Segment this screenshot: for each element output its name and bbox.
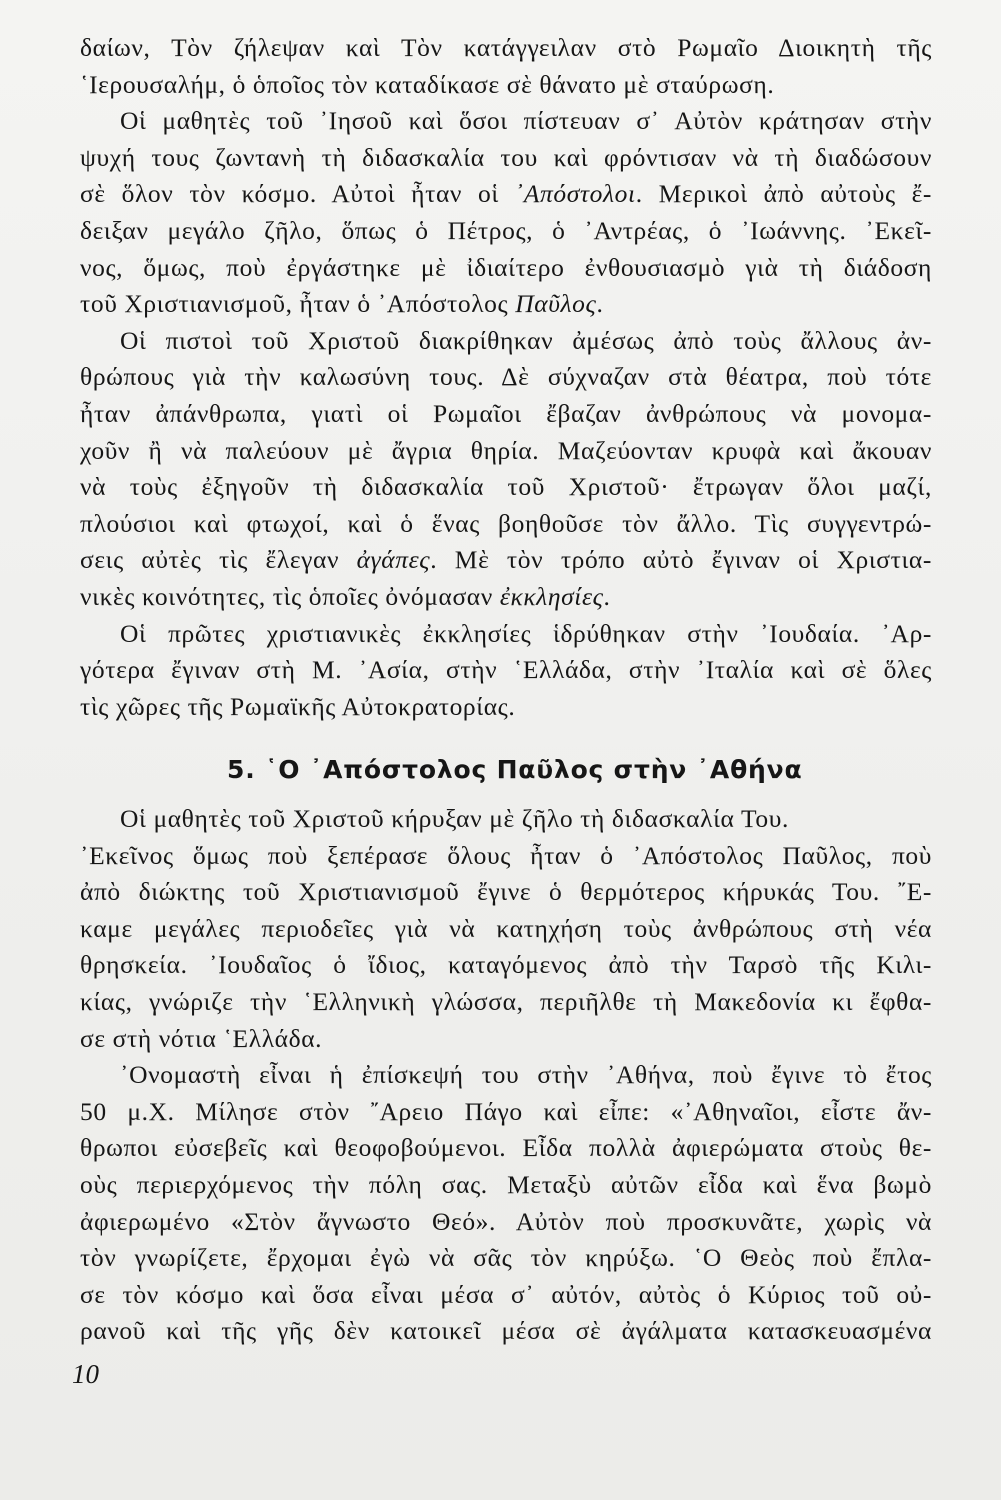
text-line: Οἱ μαθητὲς τοῦ Χριστοῦ κήρυξαν μὲ ζῆλο τὴ διδασκαλία Του. [120,804,789,833]
italic-term-churches: ἐκκλησίες [499,581,604,611]
bottom-text-block [80,801,932,1350]
text-line: χοῦν ἢ νὰ παλεύουν μὲ ἄγρια θηρία. Μαζεύονταν κρυφὰ καὶ ἄκουαν [80,435,932,465]
text-fragment: νικὲς κοινότητες, τὶς ὁποῖες ὀνόμασαν [80,581,500,611]
text-line: κίας, γνώριζε τὴν ῾Ελληνικὴ γλώσσα, περιῆλθε τὴ Μακεδονία κι ἔφθα- [80,986,932,1016]
text-line: ῾Ιερουσαλήμ, ὁ ὁποῖος τὸν καταδίκασε σὲ θάνατο μὲ σταύρωση. [80,69,775,99]
text-line: γότερα ἔγιναν στὴ Μ. ᾿Ασία, στὴν ῾Ελλάδα, στὴν ᾿Ιταλία καὶ σὲ ὅλες [80,655,932,685]
text-line: Οἱ πρῶτες χριστιανικὲς ἐκκλησίες ἱδρύθηκαν στὴν ᾿Ιουδαία. ᾿Αρ- [120,618,932,648]
text-fragment: σεις αὐτὲς τὶς ἔλεγαν [80,545,357,575]
text-line: νος, ὅμως, ποὺ ἐργάστηκε μὲ ἰδιαίτερο ἐνθουσιασμὸ γιὰ τὴ διάδοση [80,252,932,282]
text-fragment: . [603,581,611,611]
paragraph [80,616,932,726]
italic-term-apostles: ᾿Απόστολοι [514,179,636,209]
italic-term-agapes: ἀγάπες [356,545,431,575]
paragraph [80,103,932,323]
italic-term-paul: Παῦλος [515,289,597,319]
paragraph [80,323,932,616]
text-line: ρανοῦ καὶ τῆς γῆς δὲν κατοικεῖ μέσα σὲ ἀγάλματα κατασκευασμένα [80,1316,932,1346]
paragraph [80,30,932,103]
text-line: καμε μεγάλες περιοδεῖες γιὰ νὰ κατηχήση τοὺς ἀνθρώπους στὴ νέα [80,913,932,943]
text-line: Οἱ πιστοὶ τοῦ Χριστοῦ διακρίθηκαν ἀμέσως ἀπὸ τοὺς ἄλλους ἀν- [120,325,932,355]
text-line: τὶς χῶρες τῆς Ρωμαϊκῆς Αὐτοκρατορίας. [80,691,516,721]
page-number: 10 [72,1359,99,1389]
text-line: ἀφιερωμένο «Στὸν ἄγνωστο Θεό». Αὐτὸν ποὺ προσκυνᾶτε, χωρὶς νὰ [80,1206,932,1236]
section-heading: 5. ῾Ο ᾿Απόστολος Παῦλος στὴν ᾿Αθήνα [227,755,803,784]
paragraph [80,801,932,1057]
text-line: 50 μ.Χ. Μίλησε στὸν ῎Αρειο Πάγο καὶ εἶπε: «᾿Αθηναῖοι, εἶστε ἄν- [80,1096,932,1126]
text-line [80,176,932,213]
text-line: θρησκεία. ᾿Ιουδαῖος ὁ ἴδιος, καταγόμενος ἀπὸ τὴν Ταρσὸ τῆς Κιλι- [80,950,932,980]
paragraph [80,1057,932,1350]
text-line: ᾿Ονομαστὴ εἶναι ἡ ἐπίσκεψή του στὴν ᾿Αθήνα, ποὺ ἔγινε τὸ ἔτος [120,1060,932,1090]
text-line [80,579,932,616]
text-line: ψυχή τους ζωντανὴ τὴ διδασκαλία του καὶ φρόντισαν νὰ τὴ διαδώσουν [80,142,932,172]
top-text-block [80,30,932,725]
text-fragment: σὲ ὅλον τὸν κόσμο. Αὐτοὶ ἦταν οἱ [80,179,515,209]
text-line: Οἱ μαθητὲς τοῦ ᾿Ιησοῦ καὶ ὅσοι πίστευαν σ᾿ Αὐτὸν κράτησαν στὴν [120,106,932,136]
text-fragment: τοῦ Χριστιανισμοῦ, ἦταν ὁ ᾿Απόστολος [80,289,516,319]
text-line: ἀπὸ διώκτης τοῦ Χριστιανισμοῦ ἔγινε ὁ θερμότερος κήρυκάς Του. ῎Ε- [80,877,932,907]
text-line [80,542,932,579]
text-line: σε τὸν κόσμο καὶ ὅσα εἶναι μέσα σ᾿ αὐτόν, αὐτὸς ὁ Κύριος τοῦ οὐ- [80,1279,932,1309]
text-line: θρωποι εὐσεβεῖς καὶ θεοφοβούμενοι. Εἶδα πολλὰ ἀφιερώματα στοὺς θε- [80,1133,932,1163]
text-line: σε στὴ νότια ῾Ελλάδα. [80,1023,323,1053]
text-line: ᾿Εκεῖνος ὅμως ποὺ ξεπέρασε ὅλους ἦταν ὁ ᾿Απόστολος Παῦλος, ποὺ [80,840,932,870]
text-line: ἦταν ἀπάνθρωπα, γιατὶ οἱ Ρωμαῖοι ἔβαζαν ἀνθρώπους νὰ μονομα- [80,398,932,428]
text-fragment: . Μὲ τὸν τρόπο αὐτὸ ἔγιναν οἱ Χριστια- [430,545,932,575]
text-line: δειξαν μεγάλο ζῆλο, ὅπως ὁ Πέτρος, ὁ ᾿Αντρέας, ὁ ᾿Ιωάννης. ᾿Εκεῖ- [80,215,932,245]
text-line [80,286,932,323]
text-line: θρώπους γιὰ τὴν καλωσύνη τους. Δὲ σύχναζαν στὰ θέατρα, ποὺ τότε [80,362,932,392]
text-fragment: . Μερικοὶ ἀπὸ αὐτοὺς ἔ- [635,179,932,209]
text-line: πλούσιοι καὶ φτωχοί, καὶ ὁ ἕνας βοηθοῦσε τὸν ἄλλο. Τὶς συγγεντρώ- [80,508,932,538]
text-line: δαίων, Τὸν ζήλεψαν καὶ Τὸν κατάγγειλαν στὸ Ρωμαῖο Διοικητὴ τῆς [80,33,932,62]
text-line: οὺς περιερχόμενος τὴν πόλη σας. Μεταξὺ αὐτῶν εἶδα καὶ ἕνα βωμὸ [80,1169,932,1199]
text-fragment: . [596,289,604,319]
text-line: νὰ τοὺς ἐξηγοῦν τὴ διδασκαλία τοῦ Χριστοῦ· ἔτρωγαν ὅλοι μαζί, [80,472,932,502]
text-line: τὸν γνωρίζετε, ἔρχομαι ἐγὼ νὰ σᾶς τὸν κηρύξω. ῾Ο Θεὸς ποὺ ἔπλα- [80,1243,932,1273]
